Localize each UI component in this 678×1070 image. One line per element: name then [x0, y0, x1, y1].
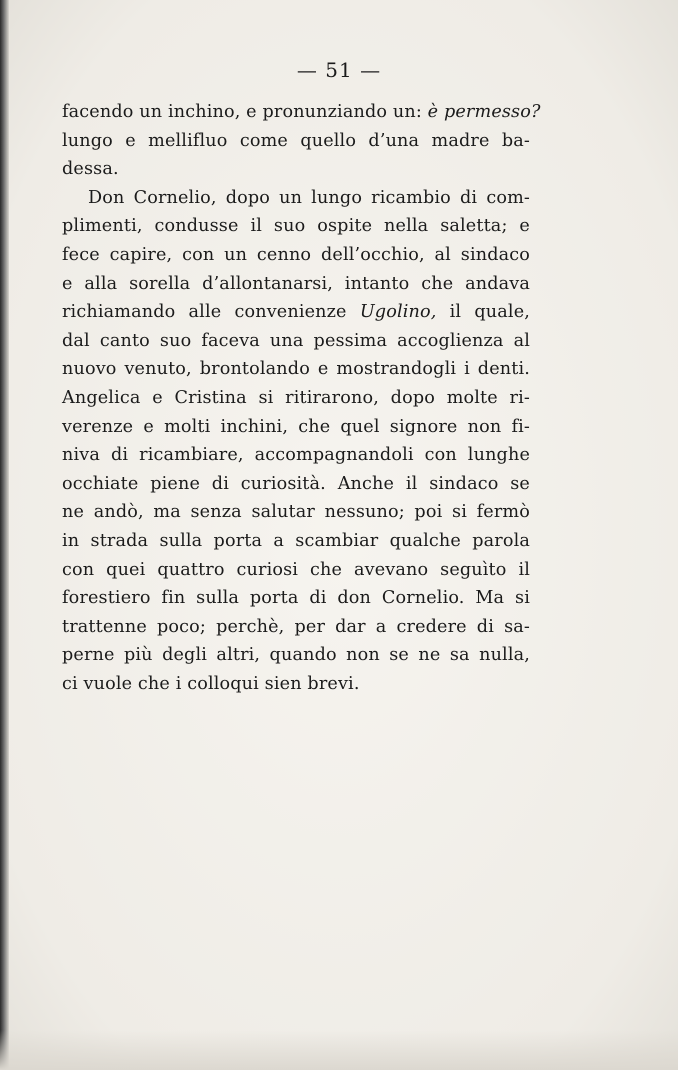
text-line: richiamando alle convenienze Ugolino, il quale, [62, 302, 530, 323]
text-line: ci vuole che i colloqui sien brevi. [62, 673, 360, 694]
text-line: in strada sulla porta a scambiar qualche parola [62, 530, 530, 551]
text-line: forestiero fin sulla porta di don Cornelio. Ma si [62, 588, 530, 609]
page-number: — 51 — [296, 58, 382, 82]
binding-edge [0, 0, 9, 1070]
text-line: Angelica e Cristina si ritirarono, dopo molte ri- [62, 387, 530, 408]
page-edge-shadow [0, 1030, 678, 1070]
text-line: nuovo venuto, brontolando e mostrandogli i denti. [62, 359, 530, 380]
text-line: lungo e mellifluo come quello d’una madre ba- [62, 130, 530, 151]
text-line: dal canto suo faceva una pessima accoglienza al [62, 330, 530, 351]
emphasis: Ugolino, [359, 302, 437, 323]
text-line: niva di ricambiare, accompagnandoli con lunghe [62, 445, 530, 466]
body-text [62, 98, 541, 698]
text-line: fece capire, con un cenno dell’occhio, al sindaco [62, 244, 530, 265]
text-line: Don Cornelio, dopo un lungo ricambio di com- [88, 187, 530, 208]
text-line: ne andò, ma senza salutar nessuno; poi si fermò [62, 502, 530, 523]
text-line: plimenti, condusse il suo ospite nella saletta; e [62, 216, 530, 237]
text-line: facendo un inchino, e pronunziando un: è permesso? [62, 102, 541, 122]
text-line: dessa. [62, 159, 119, 180]
text-line: trattenne poco; perchè, per dar a credere di sa- [62, 616, 530, 637]
text-line: e alla sorella d’allontanarsi, intanto che andava [62, 273, 530, 294]
text-line: verenze e molti inchini, che quel signore non fi- [62, 416, 530, 437]
text-line: con quei quattro curiosi che avevano seguìto il [62, 559, 530, 580]
emphasis: è permesso? [427, 102, 541, 122]
text-line: perne più degli altri, quando non se ne sa nulla, [62, 645, 530, 666]
text-line: occhiate piene di curiosità. Anche il sindaco se [62, 473, 530, 494]
